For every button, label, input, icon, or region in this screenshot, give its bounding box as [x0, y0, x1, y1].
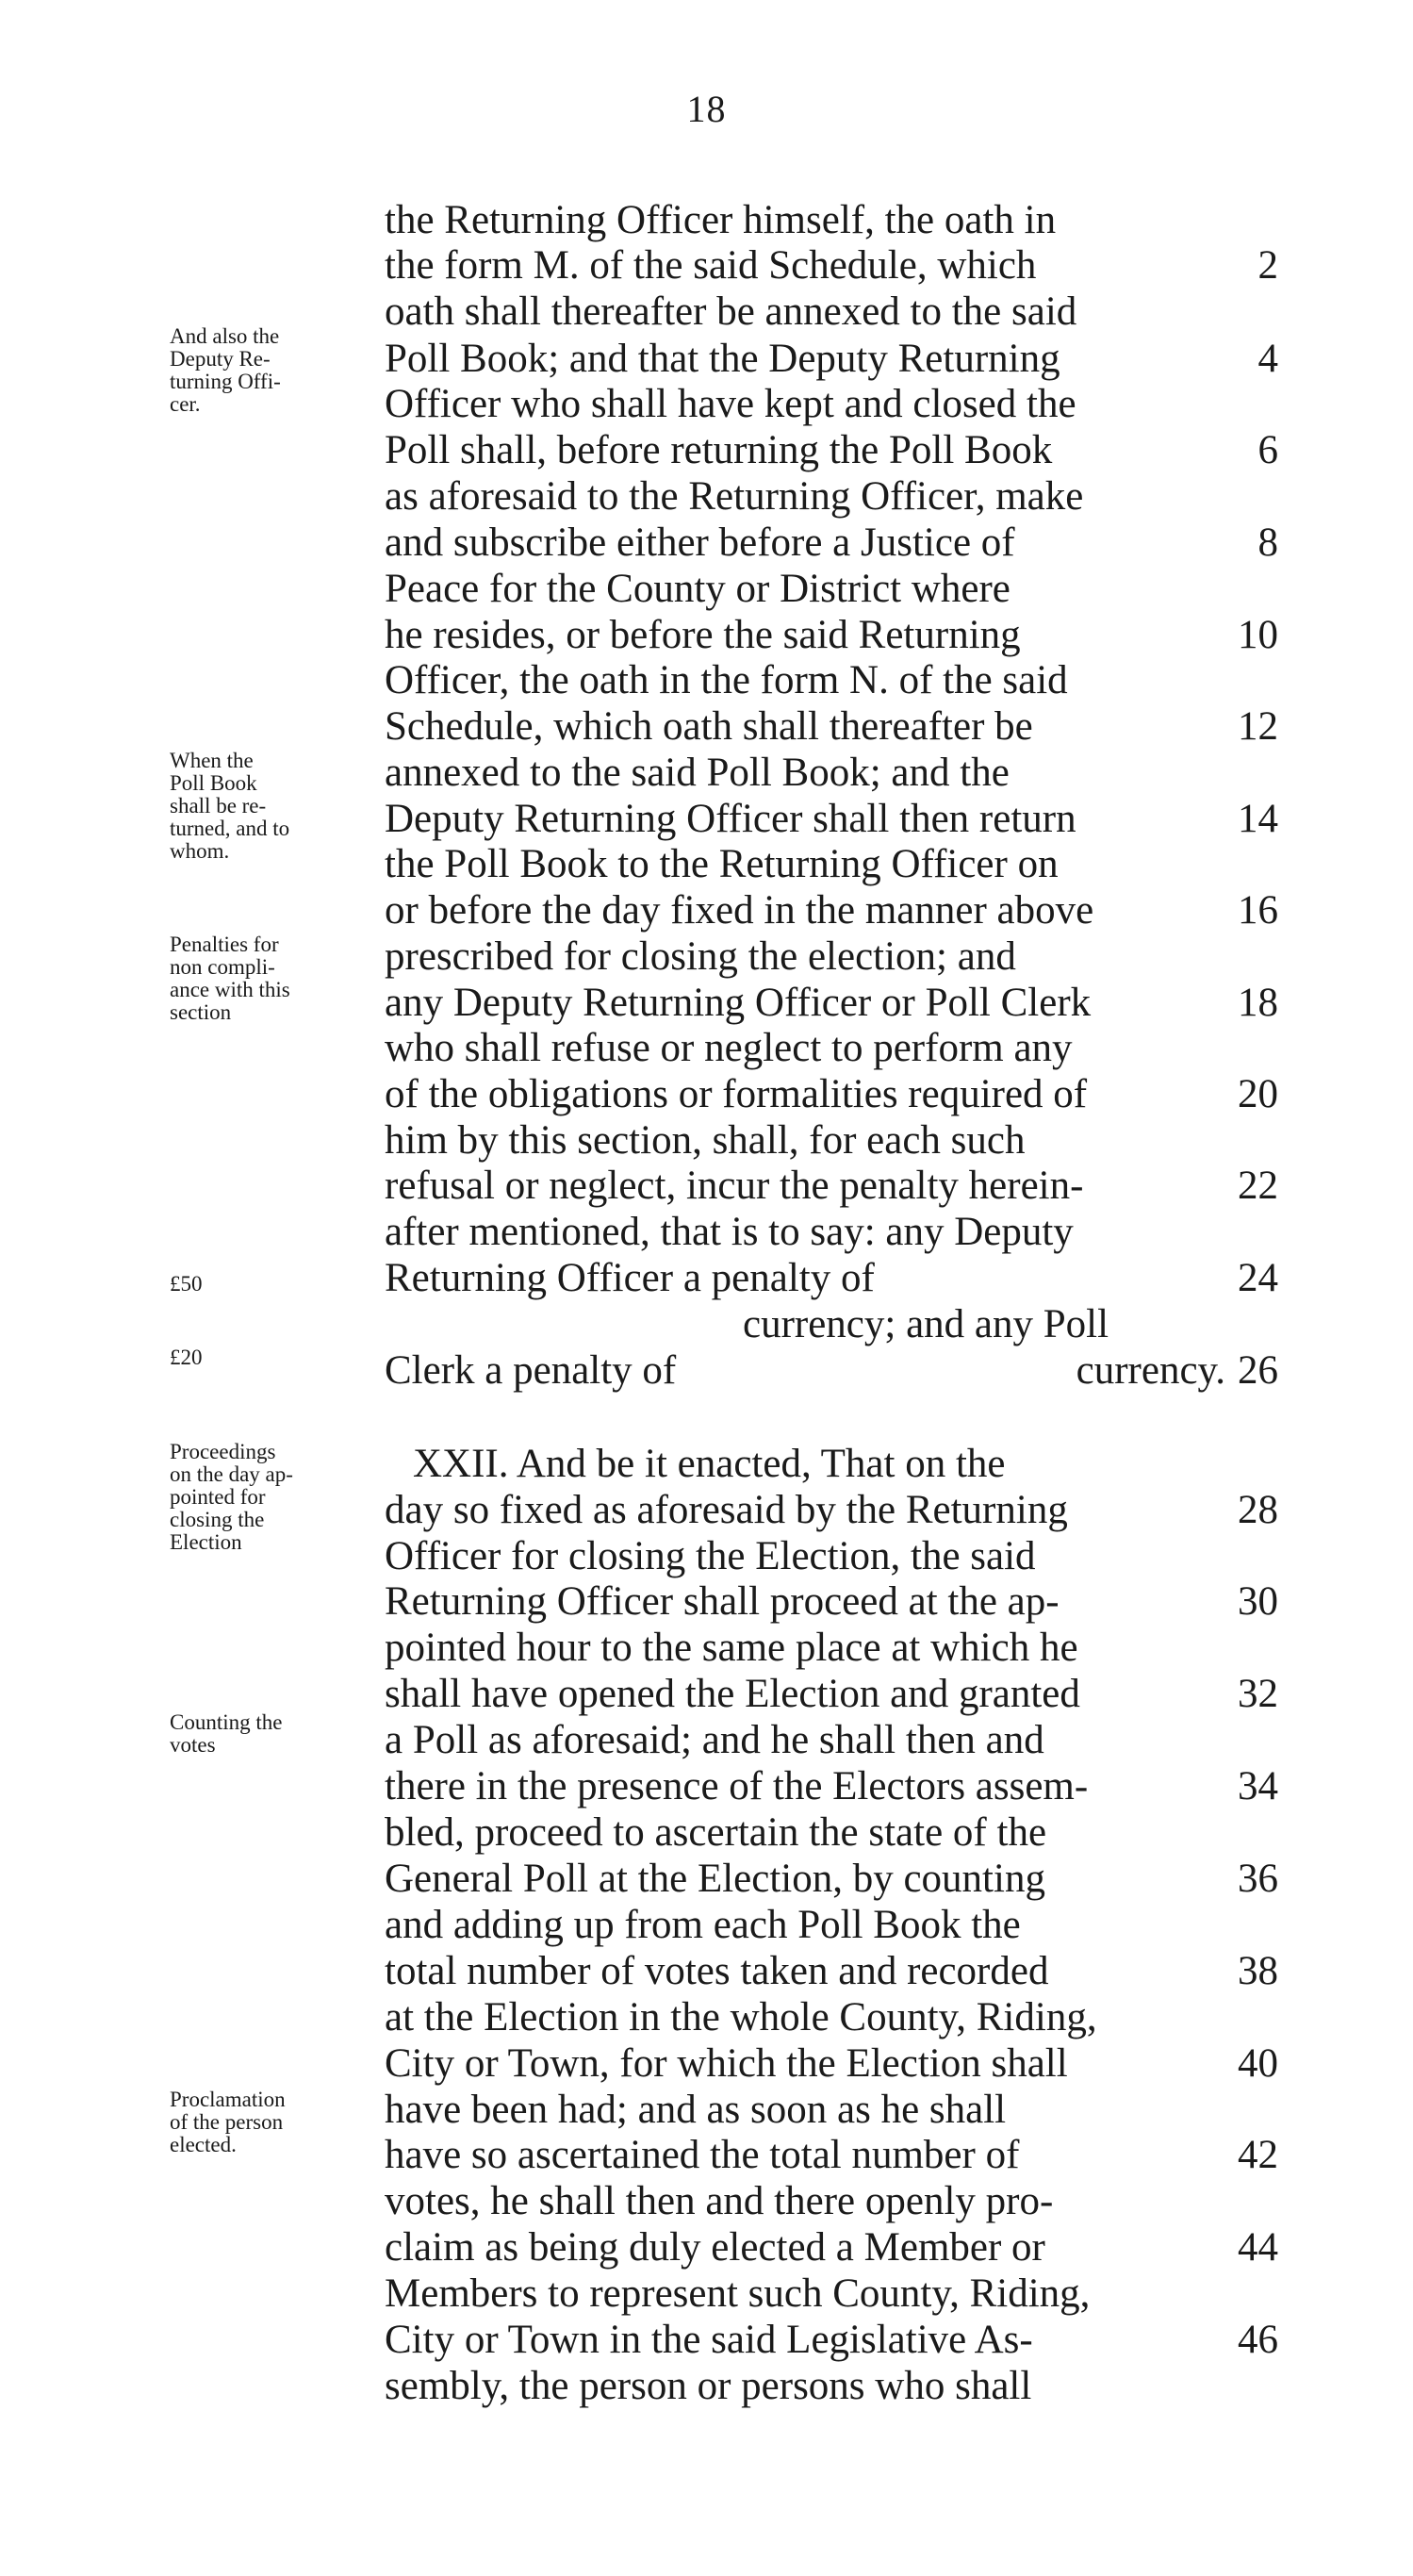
line-number: 8 — [1257, 520, 1278, 565]
line-text: XXII. And be it enacted, That on the — [413, 1442, 1006, 1486]
line-number: 36 — [1238, 1857, 1278, 1901]
line-text: the Returning Officer himself, the oath in — [385, 198, 1057, 242]
margin-note — [170, 933, 358, 1024]
line-text: City or Town, for which the Election shall — [385, 2041, 1068, 2086]
line-text: Officer, the oath in the form N. of the said — [385, 658, 1068, 702]
line-tail-text: currency. — [1076, 1348, 1225, 1393]
margin-note-line: section — [170, 1000, 232, 1024]
line-text: and subscribe either before a Justice of — [385, 520, 1015, 565]
line-text: Returning Officer shall proceed at the ap- — [385, 1579, 1060, 1624]
line-number: 40 — [1238, 2041, 1278, 2086]
line-number: 26 — [1238, 1348, 1278, 1393]
line-number: 2 — [1257, 243, 1278, 288]
line-number: 46 — [1238, 2318, 1278, 2362]
line-text: prescribed for closing the election; and — [385, 934, 1016, 979]
line-text: any Deputy Returning Officer or Poll Clerk — [385, 981, 1092, 1025]
line-text: Members to represent such County, Riding, — [385, 2271, 1091, 2316]
margin-note-line: non compli- — [170, 955, 275, 979]
line-number: 4 — [1257, 337, 1278, 381]
margin-note-line: When the — [170, 749, 254, 772]
line-number: 22 — [1238, 1164, 1278, 1208]
line-text: annexed to the said Poll Book; and the — [385, 751, 1010, 795]
margin-note-line: Penalties for — [170, 933, 279, 956]
margin-note — [170, 1441, 358, 1554]
line-text: bled, proceed to ascertain the state of the — [385, 1810, 1047, 1855]
line-number: 14 — [1238, 797, 1278, 841]
margin-note-line: turning Offi- — [170, 370, 281, 393]
margin-note-line: Election — [170, 1530, 242, 1554]
line-text: sembly, the person or persons who shall — [385, 2364, 1032, 2408]
line-text: day so fixed as aforesaid by the Returning — [385, 1488, 1068, 1532]
line-text: Clerk a penalty of — [385, 1348, 677, 1393]
margin-note-line: Poll Book — [170, 771, 257, 795]
line-text: Schedule, which oath shall thereafter be — [385, 704, 1033, 749]
line-text: or before the day fixed in the manner above — [385, 888, 1094, 933]
line-text: votes, he shall then and there openly pro- — [385, 2179, 1054, 2223]
margin-note — [170, 1711, 358, 1757]
margin-note-line: elected. — [170, 2133, 237, 2156]
line-number: 44 — [1238, 2225, 1278, 2270]
line-text: Poll Book; and that the Deputy Returning — [385, 337, 1060, 381]
line-text: as aforesaid to the Returning Officer, make — [385, 474, 1084, 519]
line-number: 30 — [1238, 1579, 1278, 1624]
margin-note — [170, 1346, 358, 1369]
margin-note-line: Proceedings — [170, 1440, 276, 1463]
line-text: have been had; and as soon as he shall — [385, 2088, 1007, 2132]
margin-note-line: cer. — [170, 392, 201, 416]
line-text: have so ascertained the total number of — [385, 2133, 1020, 2177]
line-text: who shall refuse or neglect to perform any — [385, 1026, 1073, 1070]
margin-note-line: pointed for — [170, 1485, 266, 1509]
margin-note-line: shall be re- — [170, 794, 267, 817]
margin-note-line: whom. — [170, 839, 230, 863]
page-number: 18 — [686, 88, 727, 130]
line-text: he resides, or before the said Returning — [385, 613, 1021, 657]
line-text: General Poll at the Election, by counting — [385, 1857, 1045, 1901]
line-number: 16 — [1238, 888, 1278, 933]
line-text: shall have opened the Election and granted — [385, 1672, 1080, 1716]
margin-note-line: closing the — [170, 1508, 265, 1531]
line-text: Returning Officer a penalty of — [385, 1256, 875, 1300]
line-text: and adding up from each Poll Book the — [385, 1903, 1021, 1947]
line-number: 24 — [1238, 1256, 1278, 1300]
line-number: 10 — [1238, 613, 1278, 657]
margin-note-line: turned, and to — [170, 817, 290, 840]
line-text: the form M. of the said Schedule, which — [385, 243, 1037, 288]
line-number: 38 — [1238, 1949, 1278, 1993]
line-text: Poll shall, before returning the Poll Book — [385, 428, 1053, 472]
margin-note — [170, 325, 358, 416]
margin-note-line: Deputy Re- — [170, 347, 271, 371]
margin-note — [170, 1273, 358, 1296]
line-number: 6 — [1257, 428, 1278, 472]
line-number: 20 — [1238, 1072, 1278, 1116]
line-text: currency; and any Poll — [743, 1302, 1109, 1346]
margin-note — [170, 2089, 358, 2156]
line-number: 12 — [1238, 704, 1278, 749]
line-text: a Poll as aforesaid; and he shall then and — [385, 1718, 1044, 1762]
margin-note-line: on the day ap- — [170, 1462, 293, 1486]
margin-note-line: ance with this — [170, 978, 290, 1001]
line-text: Officer who shall have kept and closed the — [385, 382, 1076, 426]
line-text: Officer for closing the Election, the said — [385, 1534, 1036, 1578]
line-text: refusal or neglect, incur the penalty herein- — [385, 1164, 1084, 1208]
line-text: Deputy Returning Officer shall then return — [385, 797, 1076, 841]
margin-note-line: of the person — [170, 2110, 284, 2134]
line-text: oath shall thereafter be annexed to the said — [385, 289, 1077, 334]
line-text: Peace for the County or District where — [385, 567, 1010, 611]
margin-note-line: £20 — [170, 1346, 203, 1369]
line-text: claim as being duly elected a Member or — [385, 2225, 1045, 2270]
line-text: pointed hour to the same place at which he — [385, 1626, 1078, 1670]
line-text: the Poll Book to the Returning Officer on — [385, 842, 1059, 886]
margin-note-line: votes — [170, 1733, 216, 1757]
margin-note-line: Counting the — [170, 1710, 283, 1734]
line-text: City or Town in the said Legislative As- — [385, 2318, 1033, 2362]
margin-note-line: And also the — [170, 324, 280, 348]
line-text: total number of votes taken and recorded — [385, 1949, 1049, 1993]
line-text: after mentioned, that is to say: any Deputy — [385, 1210, 1074, 1254]
margin-note-line: Proclamation — [170, 2088, 286, 2111]
line-text: of the obligations or formalities required of — [385, 1072, 1088, 1116]
line-number: 28 — [1238, 1488, 1278, 1532]
line-number: 34 — [1238, 1764, 1278, 1808]
line-text: at the Election in the whole County, Riding, — [385, 1995, 1097, 2039]
margin-note — [170, 750, 358, 863]
line-text: there in the presence of the Electors assem- — [385, 1764, 1089, 1808]
line-number: 42 — [1238, 2133, 1278, 2177]
line-text: him by this section, shall, for each such — [385, 1118, 1026, 1163]
line-number: 32 — [1238, 1672, 1278, 1716]
line-number: 18 — [1238, 981, 1278, 1025]
margin-note-line: £50 — [170, 1272, 203, 1296]
